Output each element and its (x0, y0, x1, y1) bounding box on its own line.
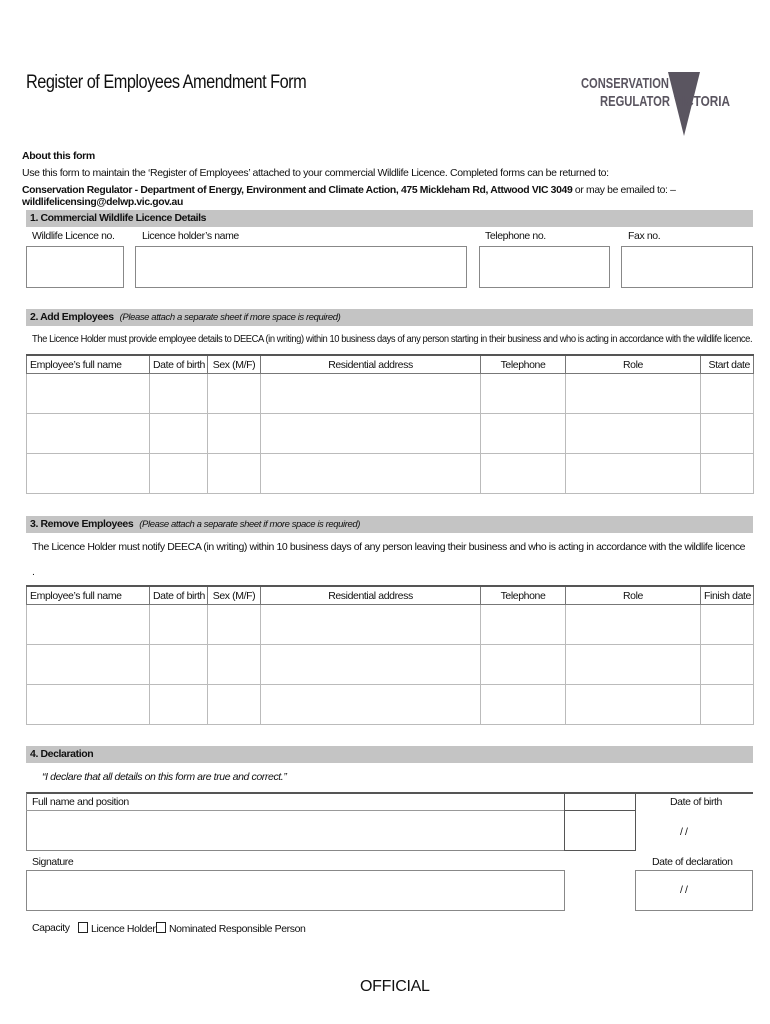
col-finish-date: Finish date (701, 586, 754, 605)
nominated-person-checkbox[interactable] (156, 922, 166, 933)
col-role: Role (566, 355, 701, 374)
section4-header: 4. Declaration (26, 746, 753, 763)
fax-field[interactable] (621, 246, 753, 288)
nominated-person-option[interactable]: Nominated Responsible Person (156, 922, 305, 935)
table-row (27, 414, 754, 454)
official-marking: OFFICIAL (360, 978, 430, 995)
signature-field[interactable] (26, 870, 565, 911)
holder-name-field[interactable] (135, 246, 467, 288)
telephone-label: Telephone no. (485, 230, 546, 242)
full-name-label: Full name and position (32, 796, 129, 808)
col-dob: Date of birth (150, 586, 208, 605)
licence-holder-checkbox[interactable] (78, 922, 88, 933)
section2-note: (Please attach a separate sheet if more space is required) (119, 312, 341, 323)
col-address: Residential address (261, 586, 481, 605)
declaration-quote: “I declare that all details on this form are true and correct.” (42, 771, 287, 783)
table-row (27, 454, 754, 494)
date-declaration-slashes: / / (680, 884, 688, 896)
table-row (27, 374, 754, 414)
full-name-divider (26, 810, 565, 811)
col-telephone: Telephone (481, 586, 566, 605)
date-declaration-field[interactable] (635, 870, 753, 911)
section2-instruction: The Licence Holder must provide employee details to DEECA (in writing) within 10 business days of any person starting in their business and who is acting in accordance with the wildlife licence. (32, 334, 753, 345)
section1-header: 1. Commercial Wildlife Licence Details (26, 210, 753, 227)
add-employees-table (26, 354, 754, 494)
conservation-regulator-logo (580, 70, 732, 138)
about-heading: About this form (22, 150, 95, 162)
table-row (27, 645, 754, 685)
return-address (22, 184, 762, 208)
dob-spacer-box (564, 792, 636, 851)
licence-holder-option[interactable]: Licence Holder (78, 922, 155, 935)
logo-line1: CONSERVATION (581, 75, 669, 92)
col-sex: Sex (M/F) (208, 586, 261, 605)
col-telephone: Telephone (481, 355, 566, 374)
holder-name-label: Licence holder’s name (142, 230, 239, 242)
table-row (27, 605, 754, 645)
dob-label: Date of birth (670, 796, 722, 808)
logo-line2b: VICTORIA (674, 93, 731, 110)
section2-header: 2. Add Employees (Please attach a separate sheet if more space is required) (26, 309, 753, 326)
form-title: Register of Employees Amendment Form (26, 72, 307, 93)
fax-label: Fax no. (628, 230, 661, 242)
col-dob: Date of birth (150, 355, 208, 374)
section3-header: 3. Remove Employees (Please attach a separate sheet if more space is required) (26, 516, 753, 533)
col-employee-name: Employee’s full name (27, 586, 150, 605)
col-start-date: Start date (701, 355, 754, 374)
telephone-field[interactable] (479, 246, 610, 288)
table-row (27, 685, 754, 725)
date-declaration-label: Date of declaration (652, 856, 733, 868)
licence-no-label: Wildlife Licence no. (32, 230, 115, 242)
col-address: Residential address (261, 355, 481, 374)
dob-spacer-divider (564, 810, 636, 811)
dob-field[interactable]: / / (680, 826, 688, 838)
signature-label: Signature (32, 856, 74, 868)
email-link[interactable]: wildlifelicensing@delwp.vic.gov.au (22, 196, 183, 208)
col-sex: Sex (M/F) (208, 355, 261, 374)
section3-trailing: . (32, 566, 35, 578)
about-text: Use this form to maintain the ‘Register of Employees’ attached to your commercial Wildlife Licence. Completed forms can be returned to: (22, 167, 609, 179)
section3-instruction: The Licence Holder must notify DEECA (in writing) within 10 business days of any person leaving their business and who is acting in accordance with the wildlife licence (32, 541, 746, 553)
email-intro: or may be emailed to: – (572, 184, 676, 196)
remove-employees-table (26, 585, 754, 725)
logo-line2a: REGULATOR (600, 93, 671, 110)
col-role: Role (566, 586, 701, 605)
licence-no-field[interactable] (26, 246, 124, 288)
capacity-label: Capacity (32, 922, 70, 934)
dob-top-rule (636, 792, 753, 794)
regulator-address: Conservation Regulator - Department of Energy, Environment and Climate Action, 475 Mickleham Rd, Attwood VIC 3049 (22, 184, 573, 196)
col-employee-name: Employee’s full name (27, 355, 150, 374)
section3-note: (Please attach a separate sheet if more space is required) (139, 519, 361, 530)
